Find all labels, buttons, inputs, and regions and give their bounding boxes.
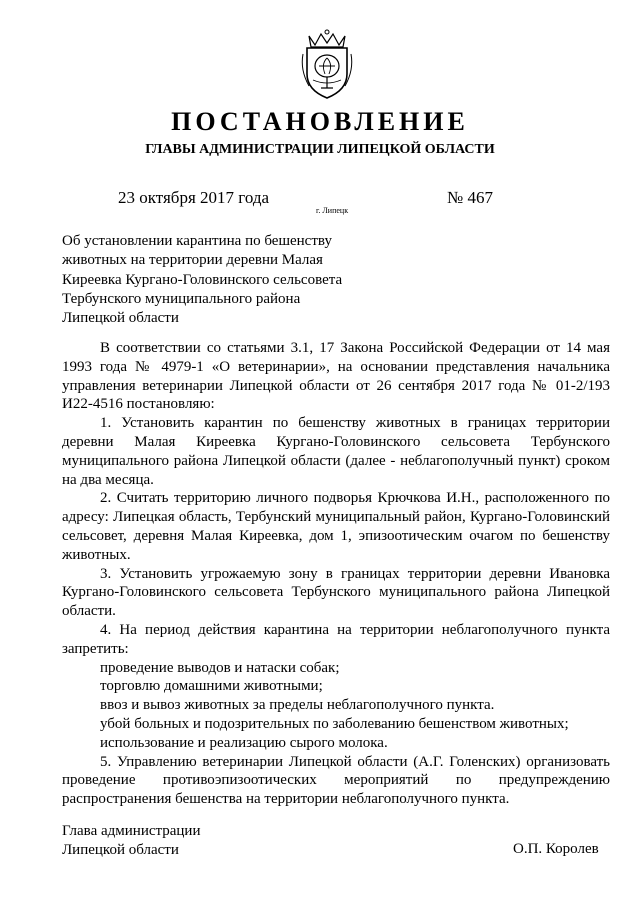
- prohibition-item: использование и реализацию сырого молока.: [100, 734, 388, 751]
- prohibition-item: проведение выводов и натаски собак;: [100, 659, 340, 676]
- document-subtitle: ГЛАВЫ АДМИНИСТРАЦИИ ЛИПЕЦКОЙ ОБЛАСТИ: [145, 142, 495, 157]
- signature-title-line: Глава администрации: [62, 823, 201, 839]
- body-paragraph-item-4: 4. На период действия карантина на территории неблагополучного пункта запретить:: [62, 621, 610, 657]
- subject-line: Липецкой области: [62, 310, 179, 327]
- body-paragraph-item-1: 1. Установить карантин по бешенству животных в границах территории деревни Малая Киреевка Кургано-Головинского сельсовета Тербунского муниципального района Липецкой области (далее - неблагополучный пункт) сроком на два месяца.: [62, 415, 610, 488]
- prohibition-item: торговлю домашними животными;: [100, 678, 323, 695]
- coat-of-arms-icon: [299, 28, 355, 100]
- body-paragraph-item-5: 5. Управлению ветеринарии Липецкой области (А.Г. Голенских) организовать проведение противоэпизоотических мероприятий по предупреждению распространения бешенства на территории неблагополучного пункта.: [62, 753, 610, 808]
- document-subject: [62, 232, 392, 328]
- document-title: ПОСТАНОВЛЕНИЕ: [171, 107, 469, 136]
- signature-title: [62, 822, 200, 860]
- document-number: № 467: [447, 188, 493, 207]
- subject-line: Об установлении карантина по бешенству: [62, 233, 332, 249]
- document-city: г. Липецк: [316, 206, 349, 215]
- prohibition-item: убой больных и подозрительных по заболеванию бешенством животных;: [100, 715, 569, 732]
- subject-line: животных на территории деревни Малая: [62, 252, 323, 269]
- document-body: [62, 339, 610, 809]
- prohibition-item: ввоз и вывоз животных за пределы неблагополучного пункта.: [100, 697, 495, 714]
- body-paragraph-preamble: В соответствии со статьями 3.1, 17 Закона Российской Федерации от 14 мая 1993 года № 4979-1 «О ветеринарии», на основании представления начальника управления ветеринарии Липецкой области от 26 сентября 2017 года № 01-2/193 И22-4516 постановляю:: [62, 340, 610, 413]
- document-date: 23 октября 2017 года: [118, 188, 270, 207]
- subject-line: Тербунского муниципального района: [62, 290, 301, 307]
- body-paragraph-item-2: 2. Считать территорию личного подворья Крючкова И.Н., расположенного по адресу: Липецкая область, Тербунский муниципальный район, Кургано-Головинский сельсовет, деревня Малая Киреевка, дом 1, эпизоотическим очагом по бешенству животных.: [62, 490, 610, 563]
- signature-title-line: Липецкой области: [62, 842, 179, 858]
- signature-name: О.П. Королев: [513, 841, 599, 857]
- body-paragraph-item-3: 3. Установить угрожаемую зону в границах территории деревни Ивановка Кургано-Головинского сельсовета Тербунского муниципального района Липецкой области.: [62, 565, 610, 620]
- subject-line: Киреевка Кургано-Головинского сельсовета: [62, 271, 343, 288]
